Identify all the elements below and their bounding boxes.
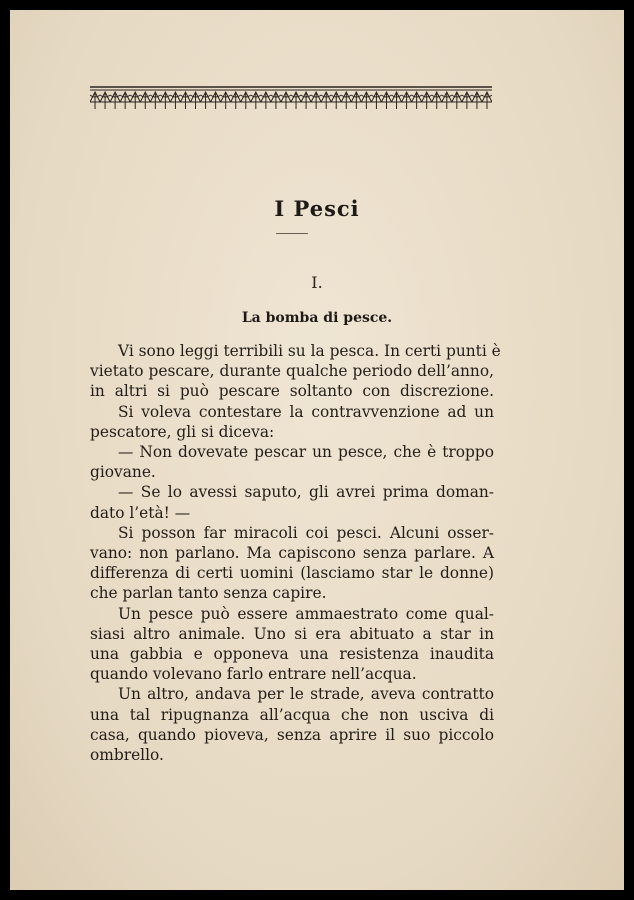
body-text: [90, 341, 501, 765]
text-line: Si posson far miracoli coi pesci. Alcuni osser-: [118, 523, 494, 542]
section-number: I.: [311, 273, 323, 292]
text-line: siasi altro animale. Uno si era abituato a star in: [90, 624, 494, 643]
text-line: — Non dovevate pescar un pesce, che è troppo: [118, 443, 494, 462]
text-line: Un pesce può essere ammaestrato come qual-: [118, 604, 494, 623]
text-line: una tal ripugnanza all’acqua che non usciva di: [90, 705, 494, 724]
text-line: ombrello.: [90, 746, 164, 765]
text-line: pescatore, gli si diceva:: [90, 422, 275, 441]
text-line: in altri si può pescare soltanto con discrezione.: [90, 382, 494, 401]
text-line: Si voleva contestare la contravvenzione ad un: [118, 402, 494, 421]
book-page: [10, 10, 624, 890]
page-title: I Pesci: [274, 196, 360, 221]
text-line: quando volevano farlo entrare nell’acqua.: [90, 665, 417, 684]
decorative-border-icon: [90, 85, 492, 111]
section-subtitle: La bomba di pesce.: [241, 310, 393, 326]
text-line: vietato pescare, durante qualche periodo dell’anno,: [90, 362, 494, 381]
text-line: dato l’età! —: [90, 503, 191, 522]
text-line: Vi sono leggi terribili su la pesca. In certi punti è: [118, 342, 501, 360]
text-line: Un altro, andava per le strade, aveva contratto: [118, 685, 494, 704]
text-line: giovane.: [90, 463, 156, 482]
text-line: che parlan tanto senza capire.: [90, 584, 327, 603]
text-line: differenza di certi uomini (lasciamo star le donne): [90, 564, 494, 583]
text-line: una gabbia e opponeva una resistenza inaudita: [90, 645, 494, 664]
text-line: vano: non parlano. Ma capiscono senza parlare. A: [90, 544, 494, 563]
text-line: casa, quando pioveva, senza aprire il suo piccolo: [90, 725, 494, 744]
text-line: — Se lo avessi saputo, gli avrei prima doman-: [118, 483, 494, 502]
title-divider: [276, 233, 308, 234]
